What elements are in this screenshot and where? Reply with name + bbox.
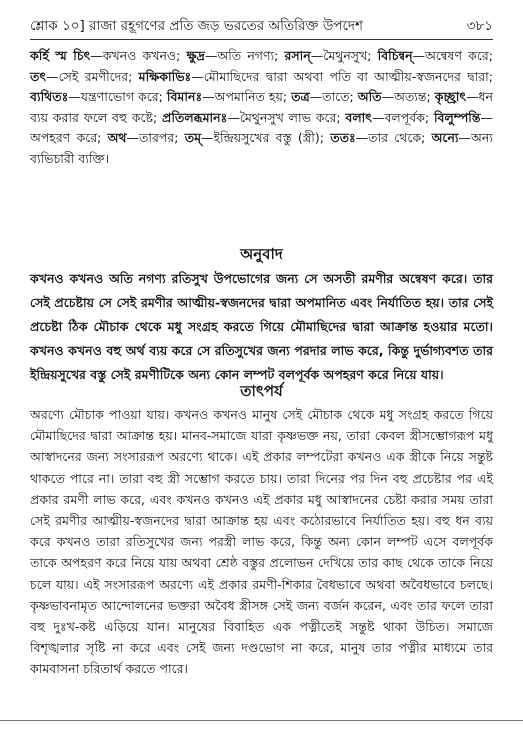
translation-heading: অনুবাদ xyxy=(240,245,283,263)
synonym-entry xyxy=(378,48,493,63)
synonym-meaning: —অপহরণ করে; xyxy=(30,109,493,145)
synonym-word: প্রতিলব্ধমানঃ xyxy=(162,109,228,125)
synonym-meaning: —অন্বেষণ করে; xyxy=(412,48,493,63)
synonym-word: অন্যে xyxy=(431,130,459,145)
synonym-word: কৃচ্ছ্রাৎ xyxy=(434,89,467,104)
purport-paragraph: অরণ্যে মৌচাক পাওয়া যায়। কখনও কখনও মানুষ সেই মৌচাক থেকে মধু সংগ্রহ করতে গিয়ে মৌমাছিদের দ্বারা আক্রান্ত হয়। মানব-সমাজে যারা কৃষ্ণভক্ত নয়, তারা কেবল স্ত্রীসম্ভোগরূপ মধু আস্বাদনের জন্য সংসাররূপ অরণ্যে থাকে। এই প্রকার লম্পটেরা কখনও এক স্ত্রীকে নিয়ে সন্তুষ্ট থাকতে পারে না। তারা বহু স্ত্রী সম্ভোগ করতে চায়। তারা দিনের পর দিন বহু প্রচেষ্টার পর এই প্রকার রমণী লাভ করে, এবং কখনও কখনও এই প্রকার মধু আস্বাদনের চেষ্টা করার সময় তারা সেই রমণীর আত্মীয়-স্বজনদের দ্বারা আক্রান্ত হয় এবং কঠোরভাবে নির্যাতিত হয়। বহু ধন ব্যয় করে কখনও তারা রতিসুখের জন্য পরস্ত্রী লাভ করে, কিন্তু অন্য কোন লম্পট এসে বলপূর্বক তাকে অপহরণ করে নিয়ে যায় অথবা শ্রেষ্ঠ বস্তুর প্রলোভন দেখিয়ে তার কাছ থেকে তাকে নিয়ে চলে যায়। এই সংসাররূপ অরণ্যে এই প্রকার রমণী-শিকার বৈধভাবে অথবা অবৈধভাবে চলছে। কৃষ্ণভাবনামৃত আন্দোলনের ভক্তরা অবৈধ স্ত্রীসঙ্গ সেই জন্য বর্জন করেন, এবং তার ফলে তারা বহু দুঃখ-কষ্ট এড়িয়ে যান। মানুষের বিবাহিত এক পত্নীতেই সন্তুষ্ট থাকা উচিত। সমাজে বিশৃঙ্খলার সৃষ্টি না করে এবং সেই জন্য দণ্ডভোগ না করে, মানুষ তার পত্নীর মাধ্যমে তার কামবাসনা চরিতার্থ করতে পারে। xyxy=(30,407,493,677)
synonym-entry xyxy=(358,89,435,104)
synonym-entry xyxy=(345,110,434,125)
synonym-word: তৎ xyxy=(30,68,47,84)
synonym-entry xyxy=(162,110,345,125)
synonym-meaning: —অপমানিত হয়; xyxy=(202,89,292,104)
synonym-meaning: —কখনও কখনও; xyxy=(90,48,187,63)
synonym-entry xyxy=(186,48,284,63)
synonym-word: তত্র xyxy=(291,89,310,104)
synonym-entry xyxy=(30,89,167,104)
running-header xyxy=(30,12,493,40)
synonym-word: বলাৎ xyxy=(345,109,372,125)
synonym-word: বিমানঃ xyxy=(166,89,203,104)
synonym-meaning: —মৈথুনসুখ লাভ করে; xyxy=(227,109,346,125)
synonym-word: রসান্ xyxy=(284,48,311,63)
synonym-word: কর্হি স্ম চিৎ xyxy=(30,48,91,63)
synonym-meaning: —অত্যন্ত; xyxy=(381,89,435,104)
synonym-word: ব্যথিতঃ xyxy=(30,89,69,104)
synonym-meaning: —ইন্দ্রিয়সুখের বস্তু (স্ত্রী); xyxy=(201,130,331,145)
synonym-word: মক্ষিকাভিঃ xyxy=(138,68,192,84)
bottom-divider xyxy=(0,720,523,721)
synonym-meaning: —অতি নগণ্য; xyxy=(204,48,285,63)
synonym-entry xyxy=(139,69,493,84)
synonym-entry xyxy=(330,130,431,145)
synonym-word: বিচিন্বন্ xyxy=(377,48,413,63)
synonym-meaning: —সেই রমণীদের; xyxy=(46,68,139,84)
synonym-entry xyxy=(30,48,186,63)
synonym-meaning: —বলপূর্বক; xyxy=(371,109,434,125)
translation-paragraph: কখনও কখনও অতি নগণ্য রতিসুখ উপভোগের জন্য সে অসতী রমণীর অন্বেষণ করে। তার সেই প্রচেষ্টায় সে সেই রমণীর আত্মীয়-স্বজনদের দ্বারা অপমানিত এবং নির্যাতিত হয়। তার সেই প্রচেষ্টা ঠিক মৌচাক থেকে মধু সংগ্রহ করতে গিয়ে মৌমাছিদের দ্বারা আক্রান্ত হওয়ার মতো। কখনও কখনও বহু অর্থ ব্যয় করে সে রতিসুখের জন্য পরদার লাভ করে, কিন্তু দুর্ভাগ্যবশত তার ইন্দ্রিয়সুখের বস্তু সেই রমণীটিকে অন্য কোন লম্পট বলপূর্বক অপহরণ করে নিয়ে যায়। xyxy=(30,271,493,382)
synonym-meaning: —তার থেকে; xyxy=(355,130,432,145)
synonym-word: তম্ xyxy=(184,130,202,145)
synonym-entry xyxy=(108,130,185,145)
synonym-meaning: —ধন ব্যয় করার ফলে বহু কষ্টে; xyxy=(30,89,493,125)
synonym-word: ক্ষুদ্র xyxy=(186,48,205,63)
synonym-entry xyxy=(291,89,358,104)
synonym-word: অতি xyxy=(357,89,382,104)
word-for-word-synonyms xyxy=(30,46,493,169)
synonym-meaning: —মৌমাছিদের দ্বারা অথবা পতি বা আত্মীয়-স্বজনদের দ্বারা; xyxy=(191,68,494,84)
page-number: ৩৮১ xyxy=(466,18,493,34)
synonym-word: অথ xyxy=(107,130,127,145)
synonym-meaning: —অন্য ব্যভিচারী ব্যক্তি। xyxy=(30,130,493,166)
synonym-entry xyxy=(285,48,378,63)
header-title: শ্লোক ১০] রাজা রহূগণের প্রতি জড় ভরতের অতিরিক্ত উপদেশ xyxy=(30,18,364,34)
synonym-entry xyxy=(167,89,291,104)
synonym-entry xyxy=(185,130,331,145)
synonym-meaning: —মৈথুনসুখ; xyxy=(310,48,378,63)
synonym-meaning: —তাতে; xyxy=(309,89,358,104)
synonym-meaning: —যন্ত্রণাভোগ করে; xyxy=(68,89,167,104)
purport-heading: তাৎপর্য xyxy=(240,382,283,400)
synonym-word: ততঃ xyxy=(330,130,356,145)
synonym-word: বিলুম্পন্তি xyxy=(433,109,481,125)
synonym-entry xyxy=(30,69,139,84)
synonym-meaning: —তারপর; xyxy=(126,130,185,145)
